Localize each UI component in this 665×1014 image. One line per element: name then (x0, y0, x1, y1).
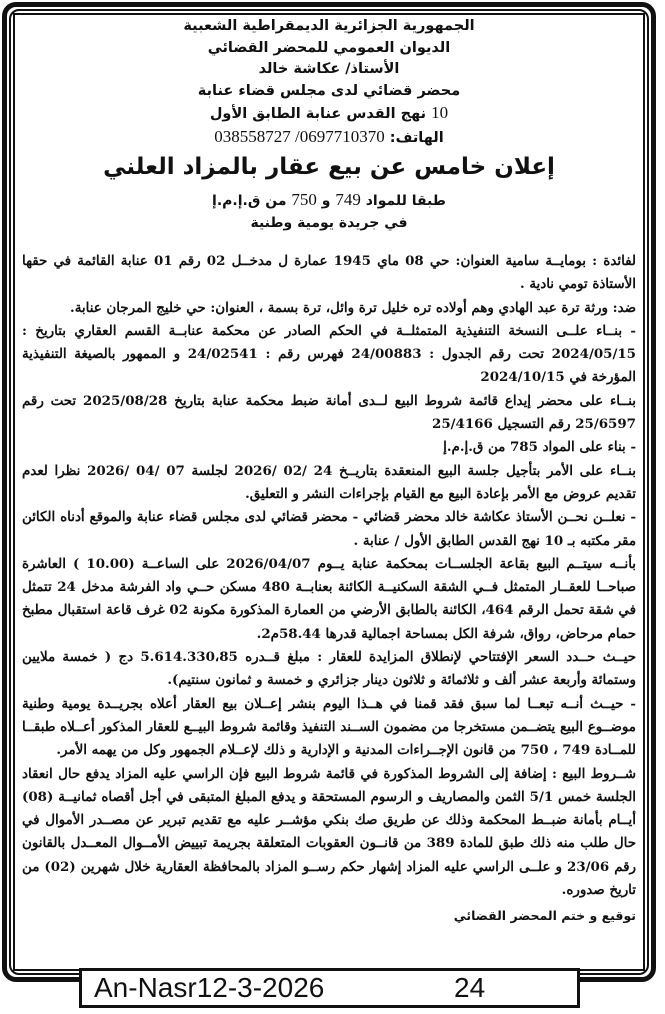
letterhead (18, 16, 640, 149)
address-street: نهج القدس عنابة الطابق الأول (209, 106, 432, 122)
phone-label: الهاتف: (384, 129, 444, 146)
page-number: 24 (454, 972, 486, 1003)
letterhead-jurisdiction: محضر قضائي لدى مجلس قضاء عنابة (197, 82, 461, 99)
letterhead-phone (18, 126, 640, 150)
body-paragraph: ضد: ورثة ترة عبد الهادي وهم أولاده تره خليل ترة وائل، ترة بسمة ، العنوان: حي خليج المرجان عنابة. (70, 299, 636, 316)
body-paragraph: بنــاء على محضر إيداع قائمة شروط البيع لــدى أمانة ضبط محكمة عنابة بتاريخ 2025/08/28 تحت رقم 25/6597 رقم التسجيل 25/4166 (22, 392, 636, 433)
announcement (18, 16, 640, 923)
body-paragraph: - نعلــن نحــن الأستاذ عكاشة خالد محضر قضائي - محضر قضائي لدى مجلس قضاء عنابة والموقع أدناه الكائن مقر مكتبه بـ 10 نهج القدس الطابق الأول / عنابة . (22, 509, 636, 549)
letterhead-address (18, 102, 640, 126)
body-paragraph: شــروط البيع : إضافة إلى الشروط المذكورة في قائمة شروط البيع فإن الراسي عليه المزاد يدفع حال انعقاد الجلسة خمس 5/1 الثمن والمصاريف و الرسوم المستحقة و يدفع المبلغ المتبقى في أجل أقصاه ثمانيــة (08) أيــام بأمانة ضبــط المحكمة وذلك عن طريق صك بنكي مؤشــر عليه مع تقديم تبرير عن مصــدر الأموال في حال طلب منه ذلك طبق للمادة 389 من قانــون العقوبات المتعلقة بجريمة تبييض الأمــوال المعــدل بالقانون رقم 23/06 و علــى الراسي عليه المزاد إشهار حكم رســو المزاد بالمحافظة العقارية خلال شهرين (02) من تاريخ صدوره. (22, 765, 636, 899)
body-paragraph: بنــاء على الأمر بتأجيل جلسة البيع المنعقدة بتاريــخ 24 /02 /2026 لجلسة 07 /04 /2026 نظرا لعدم تقديم عروض مع الأمر بإعادة البيع مع القيام بإجراءات النشر و التعليق. (22, 462, 636, 502)
legal-basis-text: طبقا للمواد (360, 193, 446, 209)
announcement-title: إعلان خامس عن بيع عقار بالمزاد العلني (103, 154, 555, 180)
body-paragraph: لفائدة : بومايــة سامية العنوان: حي 08 ماي 1945 عمارة ل مدخــل 02 رقم 01 عنابة القائمة في حقها الأستاذة تومي نادية . (22, 253, 637, 293)
body-paragraph: - حيــث أنــه تبعــا لما سبق فقد قمنا في هــذا اليوم بنشر إعــلان بيع العقار أعلاه بجريــدة يومية وطنية موضــوع البيع يتضــمن مستخرجا من مضمون الســند التنفيذ وقائمة شروط البيــع للعقار المذكور أعــلاه طبقــا للمــادة 749 ، 750 من قانون الإجــراءات المدنية و الإدارية و ذلك لإعــلام الجمهور وكل من يهمه الأمر. (22, 695, 636, 759)
legal-basis-conj: و (316, 193, 336, 209)
announcement-subtitle (18, 189, 640, 234)
legal-code: من ق.إ.م.إ (212, 193, 292, 209)
letterhead-office: الديوان العمومي للمحضر القضائي (207, 39, 451, 56)
body-paragraph: بأنــه سيتــم البيع بقاعة الجلســات بمحكمة عنابة يــوم 2026/04/07 على الساعــة (10.00 ) العاشرة صباحــا للعقــار المتمثل فــي الشقة السكنيــة الكائنة بعنابــة 480 مسكن حــي واد الفرشة مدخل 24 تتمثل في شقة تحمل الرقم 464، الكائنة بالطابق الأرضي من العمارة المذكورة مكونة 02 غرف قاعة استقبال مطبخ حمام مرحاض، رواق، شرفة الكل بمساحة اجمالية قدرها 58.44م2. (22, 555, 636, 642)
body-paragraph: - بناء على المواد 785 من ق.إ.م.إ (443, 439, 636, 456)
phone-numbers: 0697710370/ 038558727 (214, 126, 385, 146)
body-paragraph: حيــث حــدد السعر الإفتتاحي لإنطلاق المزايدة للعقار : مبلغ قــدره 5.614.330،85 دج ( خمسة ملايين وستمائة وأربعة عشر ألف و ثلاثمائة و ثلاثون دينار جزائري و خمسة و ثمانون سنتيم). (22, 649, 637, 689)
article-number: 750 (291, 190, 317, 209)
announcement-body (18, 250, 640, 902)
publication-medium: في جريدة يومية وطنية (250, 215, 408, 231)
letterhead-bailiff-name: الأستاذ/ عكاشة خالد (258, 61, 400, 77)
page-footer (79, 968, 580, 1008)
publication-date: An-Nasr12-3-2026 (94, 972, 325, 1003)
address-number: 10 (431, 103, 449, 122)
letterhead-country: الجمهورية الجزائرية الديمقراطية الشعبية (183, 18, 475, 34)
article-number: 749 (335, 190, 361, 209)
signature-line: توقيع و ختم المحضر القضائي (453, 908, 636, 924)
body-paragraph: - بنــاء علــى النسخة التنفيذية المتمثلــة في الحكم الصادر عن محكمة عنابــة القسم العقاري بتاريخ : 2024/05/15 تحت رقم الجدول : 24/00883 فهرس رقم : 24/02541 و الممهور بالصيغة التنفيذية المؤرخة في 2024/10/15 (22, 322, 636, 386)
legal-basis (18, 189, 640, 212)
